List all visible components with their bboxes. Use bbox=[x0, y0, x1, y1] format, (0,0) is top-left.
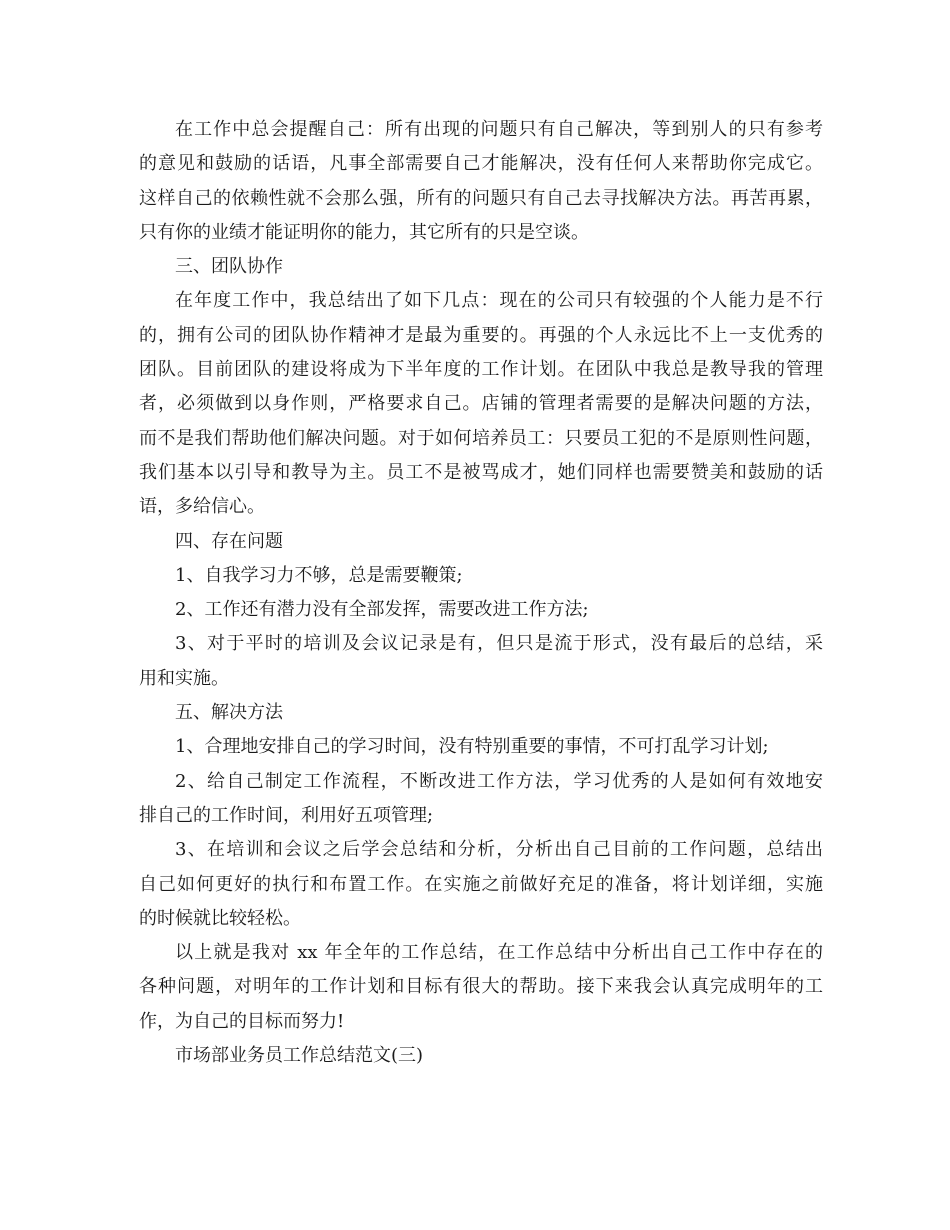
text-line: 只有你的业绩才能证明你的能力，其它所有的只是空谈。 bbox=[139, 221, 589, 243]
text-line: 以上就是我对 xx 年全年的工作总结，在工作总结中分析出自己工作中存在的 bbox=[175, 942, 823, 964]
text-line: 团队。目前团队的建设将成为下半年度的工作计划。在团队中我总是教导我的管理 bbox=[139, 359, 823, 381]
text-line: 四、存在问题 bbox=[175, 530, 283, 552]
paragraph bbox=[139, 284, 823, 524]
text-line: 三、团队协作 bbox=[175, 256, 283, 278]
paragraph bbox=[139, 559, 823, 593]
paragraph bbox=[139, 833, 823, 936]
text-line: 自己如何更好的执行和布置工作。在实施之前做好充足的准备，将计划详细，实施 bbox=[139, 873, 823, 895]
text-line: 的时候就比较轻松。 bbox=[139, 907, 301, 929]
text-line: 的，拥有公司的团队协作精神才是最为重要的。再强的个人永远比不上一支优秀的 bbox=[139, 324, 823, 346]
text-line: 各种问题，对明年的工作计划和目标有很大的帮助。接下来我会认真完成明年的工 bbox=[139, 976, 823, 998]
text-line: 语，多给信心。 bbox=[139, 496, 265, 518]
text-line: 而不是我们帮助他们解决问题。对于如何培养员工：只要员工犯的不是原则性问题， bbox=[139, 427, 823, 449]
text-line: 排自己的工作时间，利用好五项管理; bbox=[139, 804, 434, 826]
paragraph bbox=[139, 730, 823, 764]
paragraph bbox=[139, 113, 823, 250]
paragraph bbox=[139, 525, 823, 559]
paragraph bbox=[139, 696, 823, 730]
text-line: 在工作中总会提醒自己：所有出现的问题只有自己解决，等到别人的只有参考 bbox=[175, 119, 823, 140]
text-line: 我们基本以引导和教导为主。员工不是被骂成才，她们同样也需要赞美和鼓励的话 bbox=[139, 461, 823, 483]
paragraph bbox=[139, 936, 823, 1039]
text-line: 2、给自己制定工作流程，不断改进工作方法，学习优秀的人是如何有效地安 bbox=[175, 770, 823, 792]
text-line: 2、工作还有潜力没有全部发挥，需要改进工作方法; bbox=[175, 599, 589, 621]
text-line: 市场部业务员工作总结范文(三) bbox=[175, 1045, 424, 1067]
text-line: 1、合理地安排自己的学习时间，没有特别重要的事情，不可打乱学习计划; bbox=[175, 736, 769, 758]
text-line: 用和实施。 bbox=[139, 667, 229, 689]
text-line: 五、解决方法 bbox=[175, 702, 283, 724]
paragraph bbox=[139, 250, 823, 284]
text-line: 者，必须做到以身作则，严格要求自己。店铺的管理者需要的是解决问题的方法， bbox=[139, 393, 823, 415]
text-line: 1、自我学习力不够，总是需要鞭策; bbox=[175, 564, 463, 586]
text-line: 在年度工作中，我总结出了如下几点：现在的公司只有较强的个人能力是不行 bbox=[175, 290, 823, 312]
text-line: 的意见和鼓励的话语，凡事全部需要自己才能解决，没有任何人来帮助你完成它。 bbox=[139, 153, 823, 175]
text-line: 3、对于平时的培训及会议记录是有，但只是流于形式，没有最后的总结，采 bbox=[175, 633, 823, 655]
paragraph bbox=[139, 765, 823, 834]
document-body bbox=[139, 113, 823, 1073]
text-line: 作，为自己的目标而努力! bbox=[139, 1010, 345, 1032]
text-line: 这样自己的依赖性就不会那么强，所有的问题只有自己去寻找解决方法。再苦再累， bbox=[139, 187, 823, 209]
text-line: 3、在培训和会议之后学会总结和分析，分析出自己目前的工作问题，总结出 bbox=[175, 839, 823, 861]
paragraph bbox=[139, 627, 823, 696]
paragraph bbox=[139, 1039, 823, 1073]
paragraph bbox=[139, 593, 823, 627]
